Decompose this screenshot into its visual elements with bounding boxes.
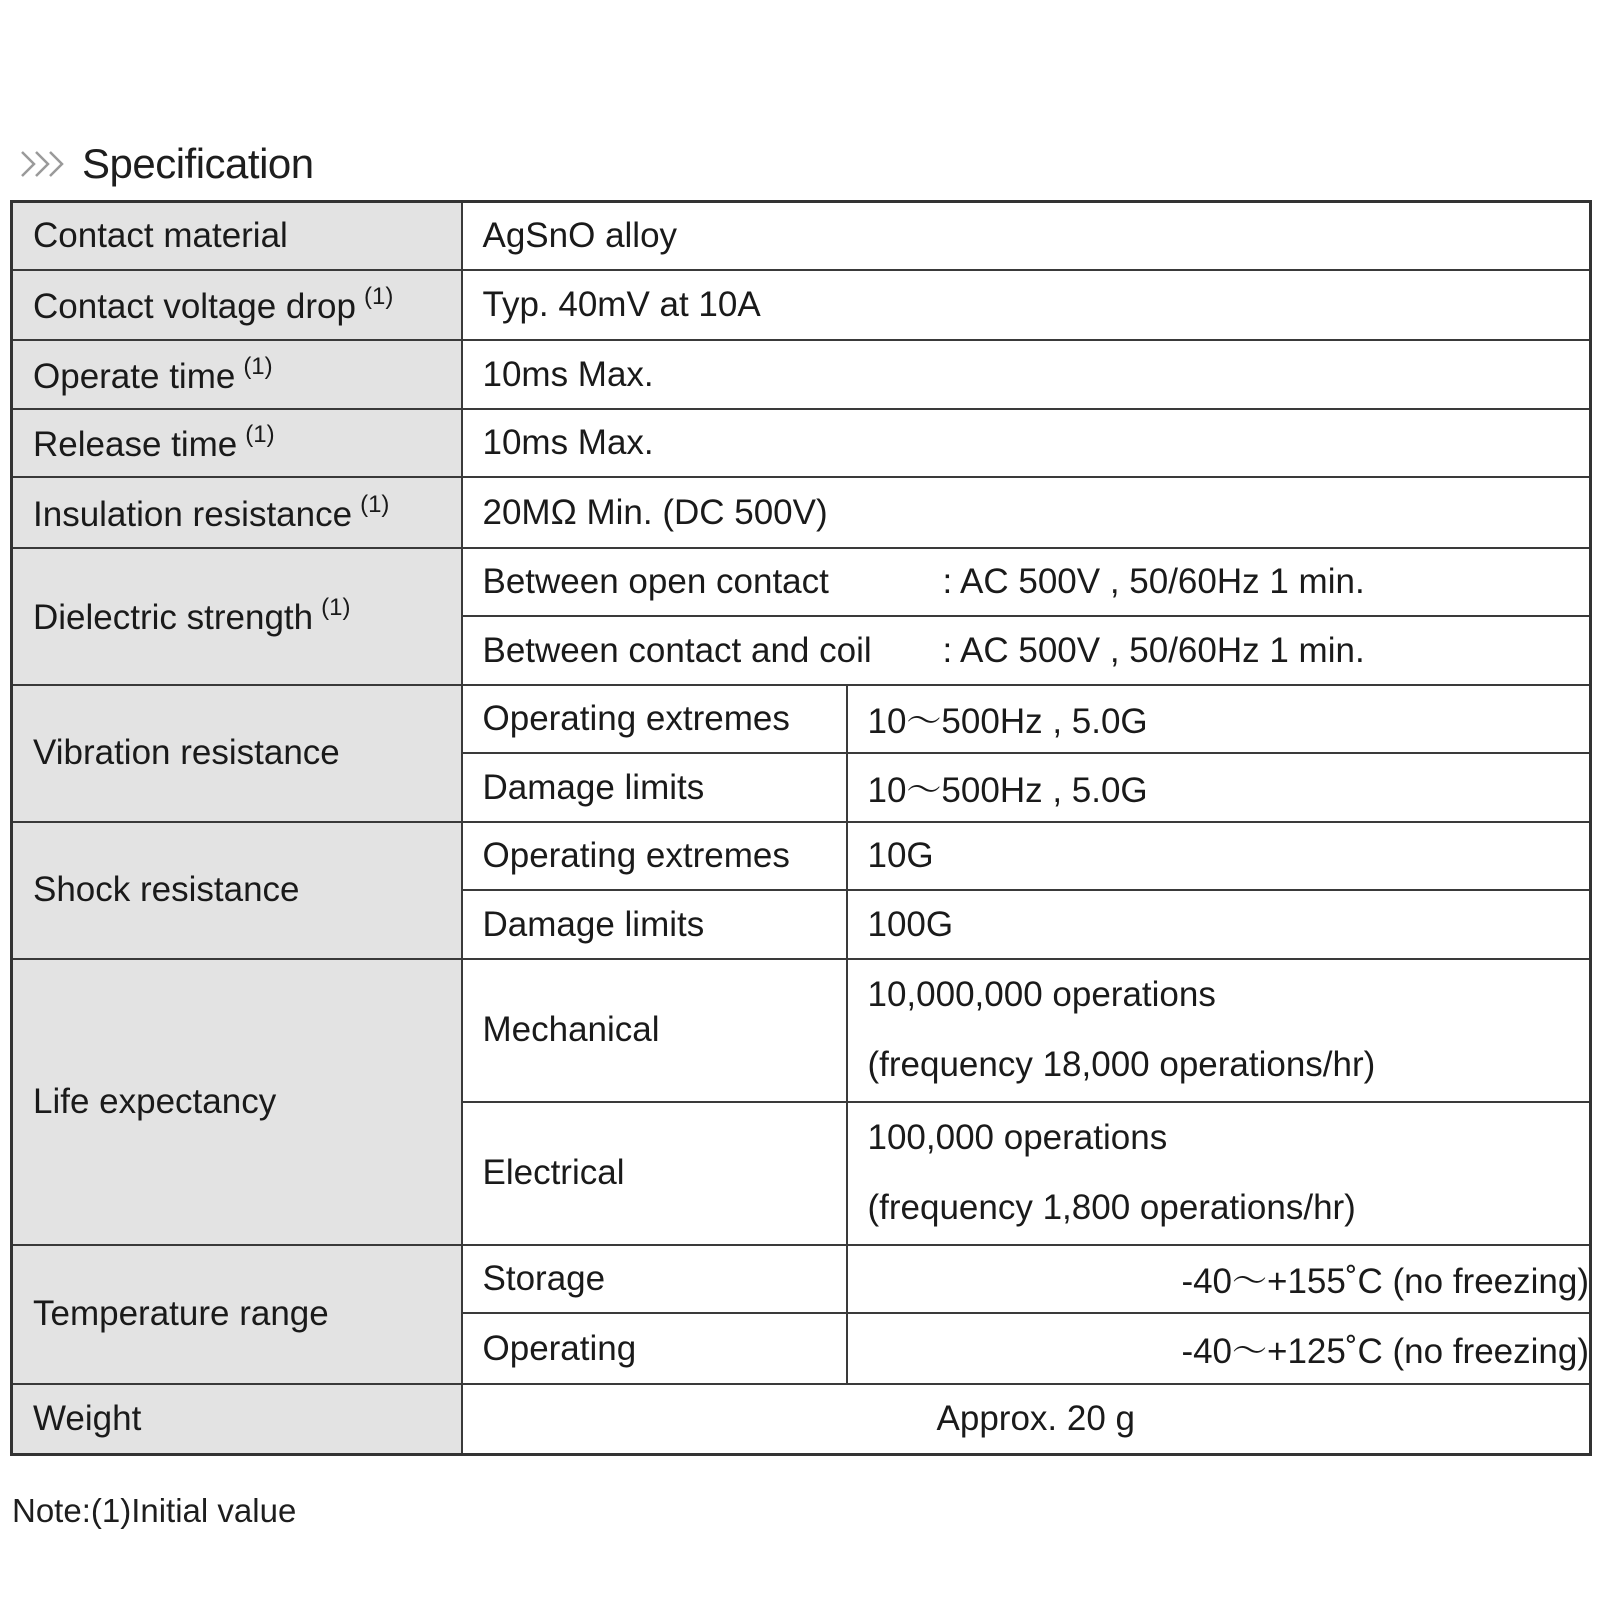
dielectric-item-name: Between open contact xyxy=(482,562,829,602)
shock-item-value: 10G xyxy=(847,822,1591,890)
row-value-contact-material: AgSnO alloy xyxy=(462,202,1591,270)
row-label-weight: Weight xyxy=(12,1384,462,1455)
table-row xyxy=(12,409,1591,477)
row-value-contact-voltage-drop: Typ. 40mV at 10A xyxy=(462,270,1591,341)
footnote: Note:(1)Initial value xyxy=(12,1492,297,1529)
vibration-item-value: 10～500Hz , 5.0G xyxy=(847,753,1591,821)
life-value-line2: (frequency 18,000 operations/hr) xyxy=(867,1045,1376,1085)
dielectric-item-value: : AC 500V , 50/60Hz 1 min. xyxy=(942,630,1365,670)
note-marker: (1) xyxy=(363,283,394,311)
life-item-value xyxy=(847,959,1591,1102)
table-row xyxy=(12,340,1591,408)
life-value-line2: (frequency 1,800 operations/hr) xyxy=(867,1188,1356,1228)
life-value-line1: 10,000,000 operations xyxy=(867,975,1216,1015)
life-item-name: Mechanical xyxy=(462,959,847,1102)
temperature-item-value: -40～+125˚C (no freezing) xyxy=(847,1313,1591,1384)
note-marker: (1) xyxy=(360,490,390,518)
note-marker: (1) xyxy=(243,352,273,380)
shock-item-value: 100G xyxy=(847,890,1591,958)
vibration-item-name: Operating extremes xyxy=(462,685,847,753)
temperature-item-name: Operating xyxy=(462,1313,847,1384)
table-row xyxy=(12,822,1591,890)
row-label-contact-material: Contact material xyxy=(12,202,462,270)
row-label-insulation-resistance: Insulation resistance $^{(1)}$ xyxy=(12,477,462,548)
life-item-name: Electrical xyxy=(462,1102,847,1245)
row-label-temperature-range: Temperature range xyxy=(12,1245,462,1384)
row-label-life-expectancy: Life expectancy xyxy=(12,959,462,1245)
life-value-line1: 100,000 operations xyxy=(867,1118,1168,1158)
row-value-release-time: 10ms Max. xyxy=(462,409,1591,477)
spec-heading xyxy=(18,138,314,190)
row-value-insulation-resistance: 20MΩ Min. (DC 500V) xyxy=(462,477,1591,548)
temperature-item-value: -40～+155˚C (no freezing) xyxy=(847,1245,1591,1313)
triple-chevron-right-icon xyxy=(18,147,68,181)
row-label-operate-time: Operate time $^{(1)}$ xyxy=(12,340,462,408)
note-marker: (1) xyxy=(245,421,275,449)
table-row xyxy=(12,477,1591,548)
table-row xyxy=(12,202,1591,270)
row-label-vibration-resistance: Vibration resistance xyxy=(12,685,462,822)
table-row xyxy=(12,959,1591,1102)
table-row xyxy=(12,1245,1591,1313)
dielectric-item-name: Between contact and coil xyxy=(482,630,872,670)
row-label-dielectric-strength: Dielectric strength $^{(1)}$ xyxy=(12,548,462,685)
row-label-release-time: Release time $^{(1)}$ xyxy=(12,409,462,477)
temperature-item-name: Storage xyxy=(462,1245,847,1313)
shock-item-name: Damage limits xyxy=(462,890,847,958)
row-label-contact-voltage-drop: Contact voltage drop $^{(1)}$ xyxy=(12,270,462,341)
table-row xyxy=(12,270,1591,341)
dielectric-item-value: : AC 500V , 50/60Hz 1 min. xyxy=(942,562,1365,602)
vibration-item-name: Damage limits xyxy=(462,753,847,821)
row-value-dielectric-contact-coil xyxy=(462,616,1591,684)
row-label-shock-resistance: Shock resistance xyxy=(12,822,462,959)
table-row xyxy=(12,1384,1591,1455)
row-value-dielectric-open-contact xyxy=(462,548,1591,616)
row-value-weight: Approx. 20 g xyxy=(462,1384,1591,1455)
table-row xyxy=(12,685,1591,753)
vibration-item-value: 10～500Hz , 5.0G xyxy=(847,685,1591,753)
table-row xyxy=(12,548,1591,616)
row-value-operate-time: 10ms Max. xyxy=(462,340,1591,408)
note-marker: (1) xyxy=(321,594,351,622)
page-title: Specification xyxy=(82,140,314,187)
specification-table xyxy=(10,200,1592,1456)
life-item-value xyxy=(847,1102,1591,1245)
shock-item-name: Operating extremes xyxy=(462,822,847,890)
